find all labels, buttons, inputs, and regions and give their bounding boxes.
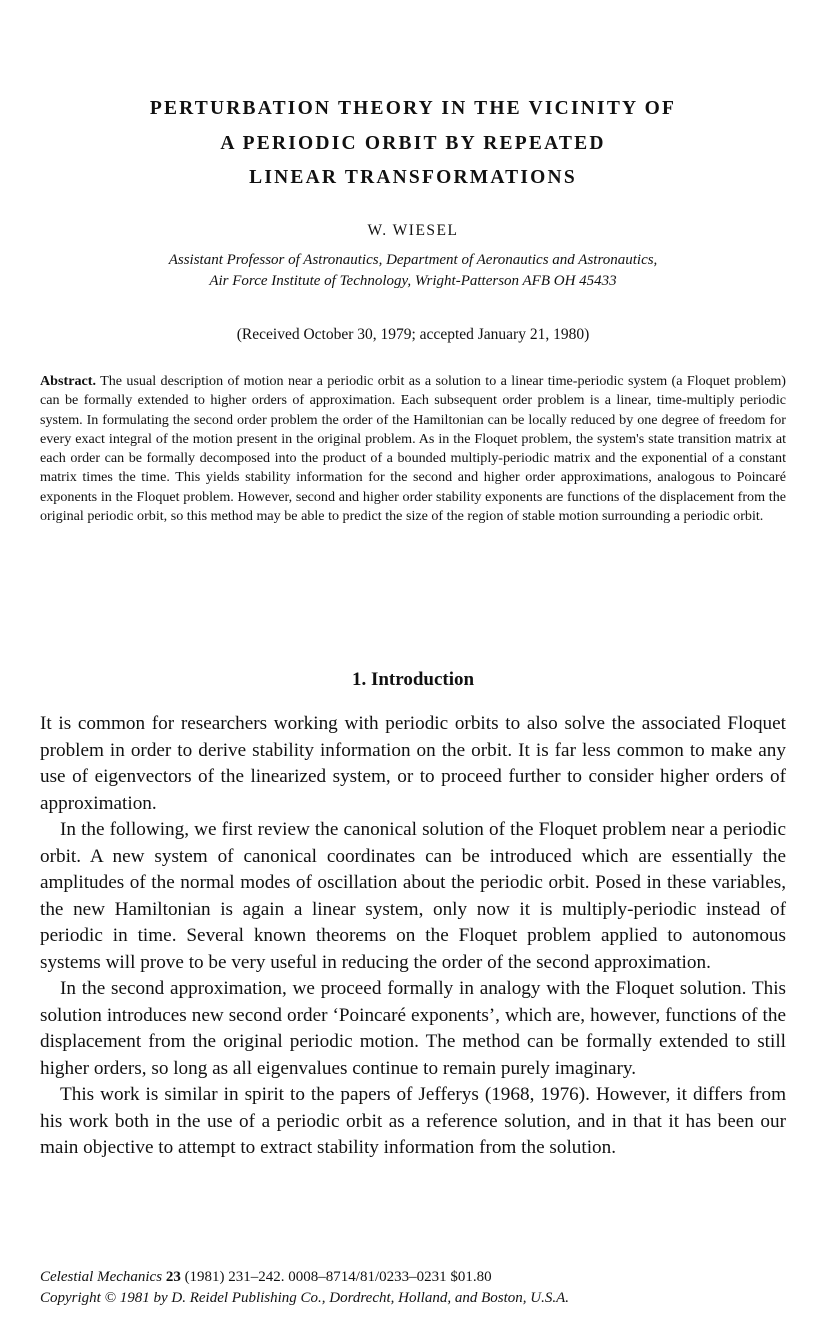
paragraph-1: It is common for researchers working with periodic orbits to also solve the associated Floquet problem in order to derive stability information on the orbit. It is far less common to make any use of eigenvectors of the linearized system, or to proceed further to consider higher orders of approximation.	[40, 713, 786, 814]
author-affiliation	[40, 250, 786, 291]
paragraph-3: In the second approximation, we proceed formally in analogy with the Floquet solution. This solution introduces new second order ‘Poincaré exponents’, which are, however, functions of the displacement from the original periodic motion. The method can be formally extended to still higher orders, so long as all eigenvalues continue to remain purely imaginary.	[40, 978, 786, 1079]
body-text	[40, 711, 786, 1162]
journal-volume: 23	[165, 1269, 181, 1285]
abstract-label: Abstract.	[40, 373, 96, 389]
received-dates: (Received October 30, 1979; accepted January 21, 1980)	[236, 326, 590, 343]
title-line-1: PERTURBATION THEORY IN THE VICINITY OF	[149, 98, 677, 119]
section-heading: 1. Introduction	[351, 669, 475, 690]
page-footer	[40, 1267, 786, 1309]
affiliation-line-2: Air Force Institute of Technology, Wright-Patterson AFB OH 45433	[209, 272, 617, 289]
citation-line	[40, 1267, 786, 1288]
abstract	[40, 372, 786, 526]
citation-details: (1981) 231–242. 0008–8714/81/0233–0231 $01.80	[184, 1269, 492, 1285]
title-line-2: A PERIODIC ORBIT BY REPEATED	[220, 132, 606, 154]
paragraph-4: This work is similar in spirit to the papers of Jefferys (1968, 1976). However, it differs from his work both in the use of a periodic orbit as a reference solution, and in that it has been our main objective to attempt to extract stability information from the solution.	[40, 1084, 786, 1158]
paragraph-2: In the following, we first review the canonical solution of the Floquet problem near a periodic orbit. A new system of canonical coordinates can be introduced which are essentially the amplitudes of the normal modes of oscillation about the periodic orbit. Posed in these variables, the new Hamiltonian is again a linear system, only now it is multiply-periodic instead of periodic in time. Several known theorems on the Floquet problem applied to autonomous systems will prove to be very useful in reducing the order of the second approximation.	[40, 819, 786, 973]
title-line-3: LINEAR TRANSFORMATIONS	[249, 167, 577, 188]
affiliation-line-1: Assistant Professor of Astronautics, Department of Aeronautics and Astronautics,	[168, 252, 658, 268]
journal-name: Celestial Mechanics	[40, 1269, 163, 1285]
paper-title	[40, 92, 786, 196]
author-name: W. WIESEL	[367, 222, 459, 239]
abstract-text: The usual description of motion near a periodic orbit as a solution to a linear time-periodic system (a Floquet problem) can be formally extended to higher orders of approximation. Each subsequent order problem is a linear, time-multiply periodic system. In formulating the second order problem the order of the Hamiltonian can be locally reduced by one degree of freedom for every exact integral of the motion present in the original problem. As in the Floquet problem, the system's state transition matrix at each order can be formally decomposed into the product of a bounded multiply-periodic matrix and the exponential of a constant matrix times the time. This yields stability information for the second and higher order approximations, analogous to Poincaré exponents in the Floquet problem. However, second and higher order stability exponents are functions of the displacement from the original periodic orbit, so this method may be able to predict the size of the region of stable motion surrounding a periodic orbit.	[40, 373, 786, 525]
copyright-line: Copyright © 1981 by D. Reidel Publishing Co., Dordrecht, Holland, and Boston, U.S.A.	[40, 1290, 569, 1306]
